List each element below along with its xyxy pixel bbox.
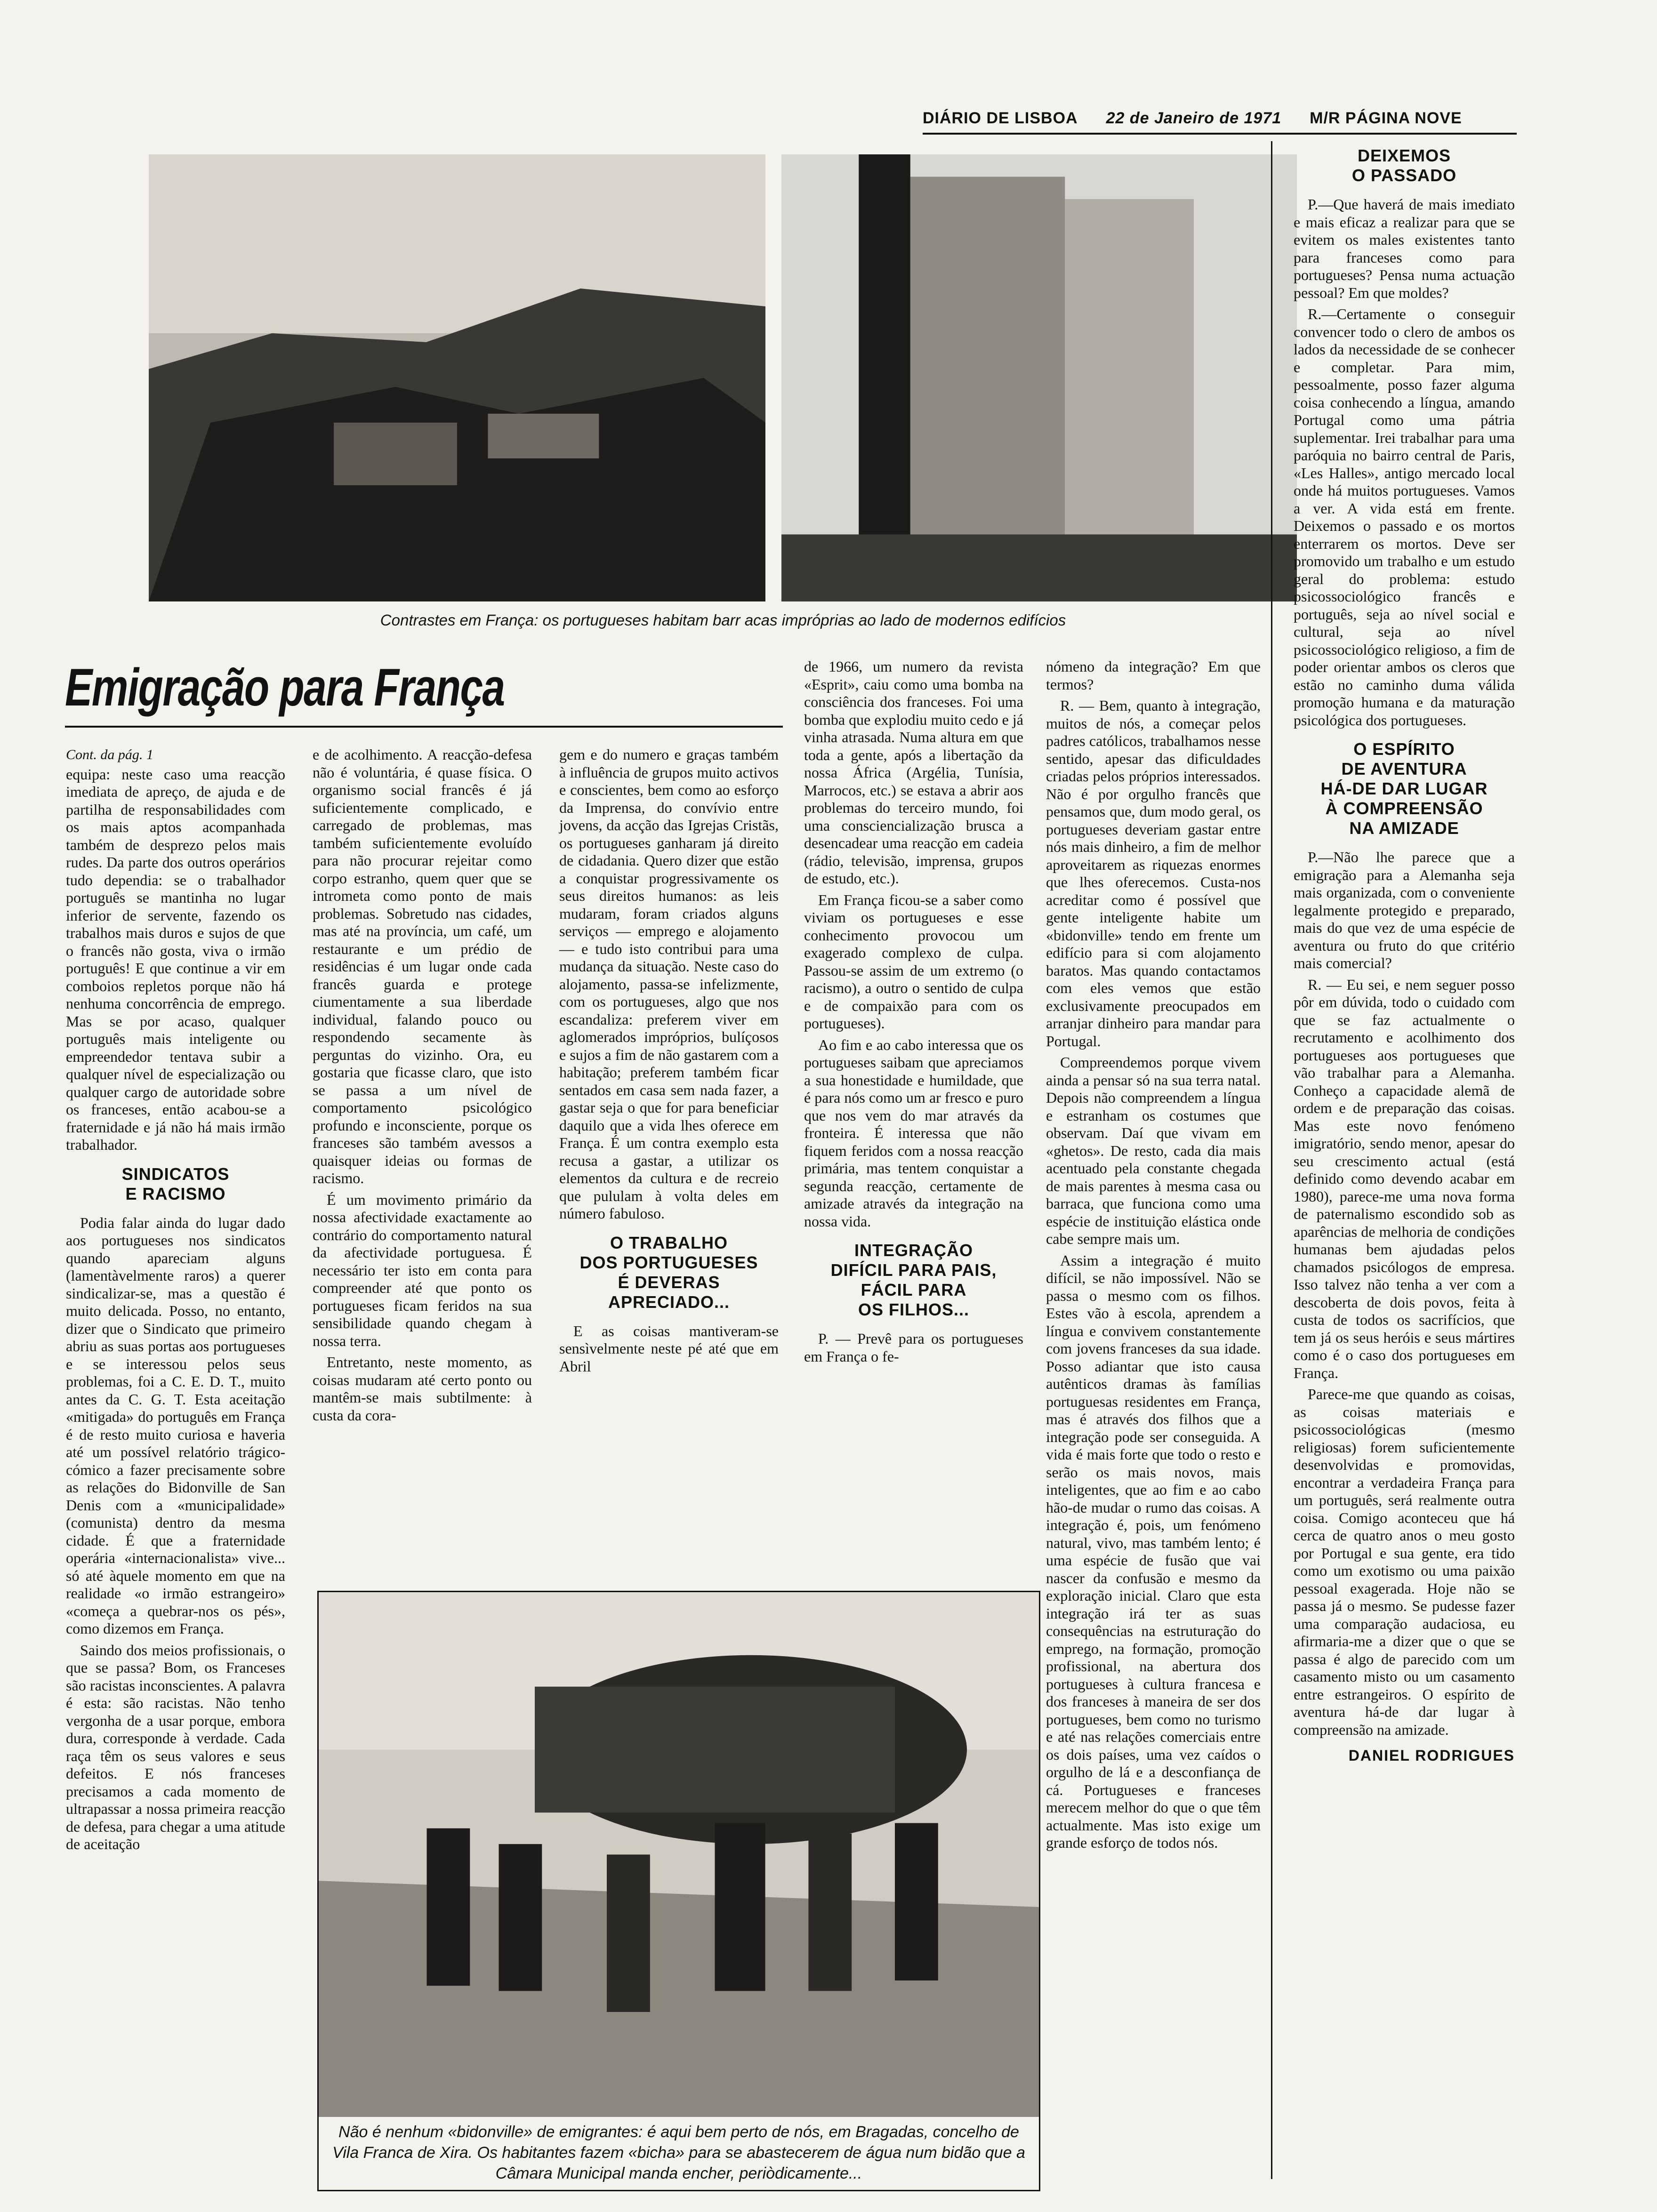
building-image: [781, 154, 1297, 601]
issue-date: 22 de Janeiro de 1971: [1106, 109, 1282, 127]
header-rule: [923, 133, 1517, 135]
paragraph: R. — Bem, quanto à integração, muitos de nós, a começar pelos padres católicos, trabalhamos nesse sentido, apesar das dificuldades criadas pelos próprios interessados. Não é por orgulho francês que pensamos que, dum modo geral, os portugueses deveriam gastar entre nós mais dinheiro, a fim de melhor aproveitarem as riquezas enormes que lhes oferecemos. Custa-nos acreditar como é possível que gente inteligente habite um «bidonville» tendo em frente um edifício para si com alojamento baratos. Mas quando contactamos com eles vemos que estão exclusivamente preocupados em arranjar dinheiro para mandar para Portugal.: [1046, 697, 1261, 1050]
author-signature: DANIEL RODRIGUES: [1348, 1747, 1515, 1764]
subheading-sindicatos: SINDICATOS E RACISMO: [121, 1164, 230, 1203]
continued-from: Cont. da pág. 1: [66, 747, 153, 762]
paragraph: É um movimento primário da nossa afectividade exactamente ao contrário do comportamento natural da afectividade portuguesa. É necessário ter isto em conta para compreender até que ponto os portugueses ficam feridos na sua sensibilidade quando chegam à nossa terra.: [313, 1191, 532, 1349]
paragraph: gem e do numero e graças também à influência de grupos muito activos e conscientes, bem como ao esforço da Imprensa, do convívio entre jovens, da acção das Igrejas Cristãs, os portugueses ganharam já direito de cidadania. Quero dizer que estão a conquistar progressivamente os seus direitos humanos: as leis mudaram, foram criados alguns serviços — emprego e alojamento — e tudo isto contribui para uma mudança da situação. Neste caso do alojamento, passa-se infelizmente, com os portugueses, algo que nos escandaliza: preferem viver em aglomerados impróprios, bulíçosos e sujos a fim de não gastarem com a habitação; preferem também ficar sentados em casa sem nada fazer, a gastar seja o que for para beneficiar daquilo que a vida lhes oferece em França. É um contra exemplo esta recusa a gastar, a utilizar os elementos da cultura e de recreio que pululam à volta deles em número fabuloso.: [559, 746, 779, 1222]
side-column: [1294, 146, 1515, 1765]
water-queue-image: [319, 1592, 1039, 2117]
article-column-1: [66, 746, 285, 1857]
subheading-integracao: INTEGRAÇÃO DIFÍCIL PARA PAIS, FÁCIL PARA OS FILHOS...: [830, 1241, 997, 1319]
paragraph: R. — Eu sei, e nem seguer posso pôr em dúvida, todo o cuidado com que se faz actualmente o recrutamento e acolhimento dos portugueses aos portugueses que vão trabalhar para a Alemanha. Conheço a capacidade alemã de ordem e de preparação das coisas. Mas este novo fenómeno imigratório, sendo menor, apesar do seu crescimento actual (está definido como devendo acabar em 1980), parece-me uma nova forma de paternalismo escondido sob as aparências de melhoria de condições humanas bem ajudadas pelos chamados psicólogos de empresa. Isso talvez não tenha a ver com a descoberta de dois povos, feita à custa de todos os sacrifícios, que tem já os seus heróis e seus mártires como é o caso dos portugueses em França.: [1294, 976, 1515, 1381]
paragraph: Assim a integração é muito difícil, se não impossível. Não se passa o mesmo com os filhos. Estes vão à escola, aprendem a língua e convivem constantemente com jovens franceses da sua idade. Posso adiantar que isto causa autênticos dramas às famílias portuguesas residentes em França, mas é através dos filhos que a integração pode ser conseguida. A vida é mais forte que todo o resto e serão os mais novos, mais inteligentes, que ao fim e ao cabo hão-de mudar o rumo das coisas. A integração é, pois, um fenómeno natural, vivo, mas também lento; é uma espécie de fusão que vai nascer da confusão e mesmo da exploração inicial. Claro que esta integração irá ter as suas consequências na estruturação do emprego, na formação, promoção profissional, na abertura dos portugueses à cultura francesa e dos franceses à maneira de ser dos portugueses, bem como no turismo e até nas relações comerciais entre os dois países, uma vez caídos o orgulho de lá e a desconfiança de cá. Portugueses e franceses merecem melhor do que o que têm actualmente. Mas isto exige um grande esforço de todos nós.: [1046, 1251, 1261, 1851]
paragraph: Ao fim e ao cabo interessa que os portugueses saibam que apreciamos a sua honestidade e humildade, que é para nós como um ar fresco e puro que nos vem do mar através da fronteira. É interessa que não fiquem feridos com a nossa reacção primária, mas tentem conquistar a segunda reacção, certamente de amizade através da integração na nossa vida.: [804, 1036, 1023, 1230]
paragraph: P.—Que haverá de mais imediato e mais eficaz a realizar para que se evitem os males existentes tanto para franceses como para portugueses? Pensa numa actuação pessoal? Em que moldes?: [1294, 196, 1515, 301]
paragraph: Compreendemos porque vivem ainda a pensar só na sua terra natal. Depois não compreendem a língua e estranham os costumes que observam. Daí que vivam em «ghetos». De resto, cada dia mais acentuado pela constante chegada de mais parentes à mesma casa ou barraca, que funciona como uma espécie de instituição elástica onde cabe sempre mais um.: [1046, 1054, 1261, 1247]
paragraph: Parece-me que quando as coisas, as coisas materiais e psicossociológicas (mesmo religiosas) forem suficientemente desenvolvidas e promovidas, encontrar a verdadeira França para um português, será realmente outra coisa. Comigo aconteceu que há cerca de quatro anos o meu gosto por Portugal e sua gente, era tido como um exotismo ou uma paixão pessoal exagerada. Hoje não se passa já o mesmo. Se pudesse fazer uma comparação audaciosa, eu afirmaria-me a dizer que o que se passa é algo de parecido com um casamento misto ou um casamento entre estrangeiros. O espírito de aventura há-de dar lugar à compreensão na amizade.: [1294, 1386, 1515, 1738]
paragraph: e de acolhimento. A reacção-defesa não é voluntária, é quase física. O organismo social francês é já suficientemente complicado, e carregado de problemas, mas também suficientemente evoluído para não procurar rejeitar como corpo estranho, quem quer que se intrometa como ponto de mais problemas. Sobretudo nas cidades, mas até na província, um café, um restaurante e um prédio de residências é um lugar onde cada francês guarda e protege ciumentamente a sua liberdade individual, falando pouco ou respondendo secamente às perguntas do vizinho. Ora, eu gostaria que ficasse claro, que isto se passa a um nível de comportamento psicológico profundo e inconsciente, porque os franceses são também avessos a quaisquer ideias ou formas de racismo.: [313, 746, 532, 1186]
page-number: M/R PÁGINA NOVE: [1310, 109, 1462, 127]
paragraph: de 1966, um numero da revista «Esprit», caiu como uma bomba na consciência dos franceses. Foi uma bomba que explodiu muito cedo e já vinha atrasada. Numa altura em que toda a gente, após a libertação da nossa África (Argélia, Tunísia, Marrocos, etc.) se estava a abrir aos problemas do terceiro mundo, foi uma consciencialização brusca a desencadear uma reacção em cadeia (rádio, televisão, imprensa, grupos de estudo, etc.).: [804, 658, 1023, 887]
subheading-espirito: O ESPÍRITO DE AVENTURA HÁ-DE DAR LUGAR À COMPREENSÃO NA AMIZADE: [1320, 739, 1488, 838]
bottom-photo-caption: Não é nenhum «bidonville» de emigrantes: é aqui bem perto de nós, em Bragadas, concelho de Vila Franca de Xira. Os habitantes fazem «bicha» para se abastecerem de água num bidão que a Câmara Municipal manda encher, periòdicamente...: [332, 2123, 1025, 2182]
photo-modern-building: [781, 154, 1297, 601]
paragraph: P.—Não lhe parece que a emigração para a Alemanha seja mais organizada, com o conveniente legalmente protegido e preparado, mais do que vez de uma espécie de aventura ou fruto do que critério mais comercial?: [1294, 849, 1515, 971]
paragraph: Em França ficou-se a saber como viviam os portugueses e esse conhecimento provocou um exagerado complexo de culpa. Passou-se assim de um extremo (o racismo), a outro o sentido de culpa e de compaixão para com os portugueses).: [804, 891, 1023, 1032]
page-header: [923, 109, 1516, 134]
paragraph: R.—Certamente o conseguir convencer todo o clero de ambos os lados da necessidade de se conhecer e completar. Para mim, pessoalmente, posso fazer alguma coisa conhecendo a língua, amando Portugal como uma pátria suplementar. Irei trabalhar para uma paróquia no bairro central de Paris, «Les Halles», antigo mercado local onde há muitos portugueses. Vamos a ver. A vida está em frente. Deixemos o passado e os mortos enterrarem os mortos. Deve ser promovido um trabalho e um estudo geral do problema: estudo psicossociológico francês e português, seja ao nível social e cultural, seja ao nível psicossociológico religioso, a fim de poder orientar ambos os cleros que estão no caminho duma válida promoção humana e da maturação psicológica dos portugueses.: [1294, 305, 1515, 729]
article-column-3: [559, 746, 779, 1379]
top-photos-caption: Contrastes em França: os portugueses habitam barr acas impróprias ao lado de modernos edifícios: [380, 611, 1066, 629]
paragraph: nómeno da integração? Em que termos?: [1046, 658, 1261, 693]
article-column-4: [804, 658, 1023, 1369]
side-column-divider: [1271, 141, 1272, 2179]
paragraph: E as coisas mantiveram-se sensìvelmente neste pé até que em Abril: [559, 1322, 779, 1375]
paragraph: Saindo dos meios profissionais, o que se passa? Bom, os Franceses são racistas inconscientes. A palavra é esta: são racistas. Não tenho vergonha de a usar porque, embora dura, corresponde à verdade. Cada raça têm os seus valores e seus defeitos. E nós franceses precisamos a cada momento de ultrapassar a nossa primeira reacção de defesa, para chegar a uma atitude de aceitação: [66, 1641, 285, 1852]
paragraph: P. — Prevê para os portugueses em França o fe-: [804, 1330, 1023, 1365]
photo-shanty-town: [149, 154, 765, 601]
photo-water-queue: [319, 1592, 1039, 2117]
bottom-photo-box: [317, 1591, 1040, 2191]
headline-rule: [65, 726, 783, 728]
subheading-trabalho: O TRABALHO DOS PORTUGUESES É DEVERAS APRECIADO...: [579, 1233, 758, 1312]
article-column-5: [1046, 658, 1261, 1856]
shanty-image: [149, 154, 765, 601]
newspaper-name: DIÁRIO DE LISBOA: [923, 109, 1078, 127]
article-column-2: [313, 746, 532, 1428]
paragraph: equipa: neste caso uma reacção imediata de apreço, de ajuda e de partilha de responsabilidades com os mais aptos acompanhada também de desprezo pelos mais rudes. Da parte dos outros operários tudo dependia: se o trabalhador português se mantinha no lugar inferior de servente, fazendo os trabalhos mais duros e sujos de que o francês não gosta, viva o irmão português! E que continue a vir em comboios repletos porque não há nenhuma concorrência de emprego. Mas se por acaso, qualquer português mais inteligente ou empreendedor tentava subir a qualquer nível de especialização ou qualquer cargo de autoridade sobre os franceses, então acabou-se a fraternidade e já não há mais irmão trabalhador.: [66, 765, 285, 1153]
subheading-deixemos: DEIXEMOS O PASSADO: [1351, 146, 1457, 185]
paragraph: Podia falar ainda do lugar dado aos portugueses nos sindicatos quando apareciam alguns (lamentàvelmente raros) a querer sindicalizar-se, mas a questão é muito delicada. Posso, no entanto, dizer que o Sindicato que primeiro abriu as suas portas aos portugueses e se interessou pelos seus problemas, foi a C. E. D. T., muito antes da C. G. T. Esta aceitação «mitigada» do português em França é de resto muito curiosa e haveria até um possível relatório trágico-cómico a fazer precisamente sobre as relações do Bidonville de San Denis com a «municipalidade» (comunista) dentro da mesma cidade. É que a fraternidade operária «internacionalista» vive... só até àquele momento em que na realidade «o irmão estrangeiro» «começa a quebrar-nos os pés», como dizemos em França.: [66, 1214, 285, 1637]
article-headline: Emigração para França: [65, 658, 505, 717]
paragraph: Entretanto, neste momento, as coisas mudaram até certo ponto ou mantêm-se mais subtilmente: à custa da cora-: [313, 1354, 532, 1424]
